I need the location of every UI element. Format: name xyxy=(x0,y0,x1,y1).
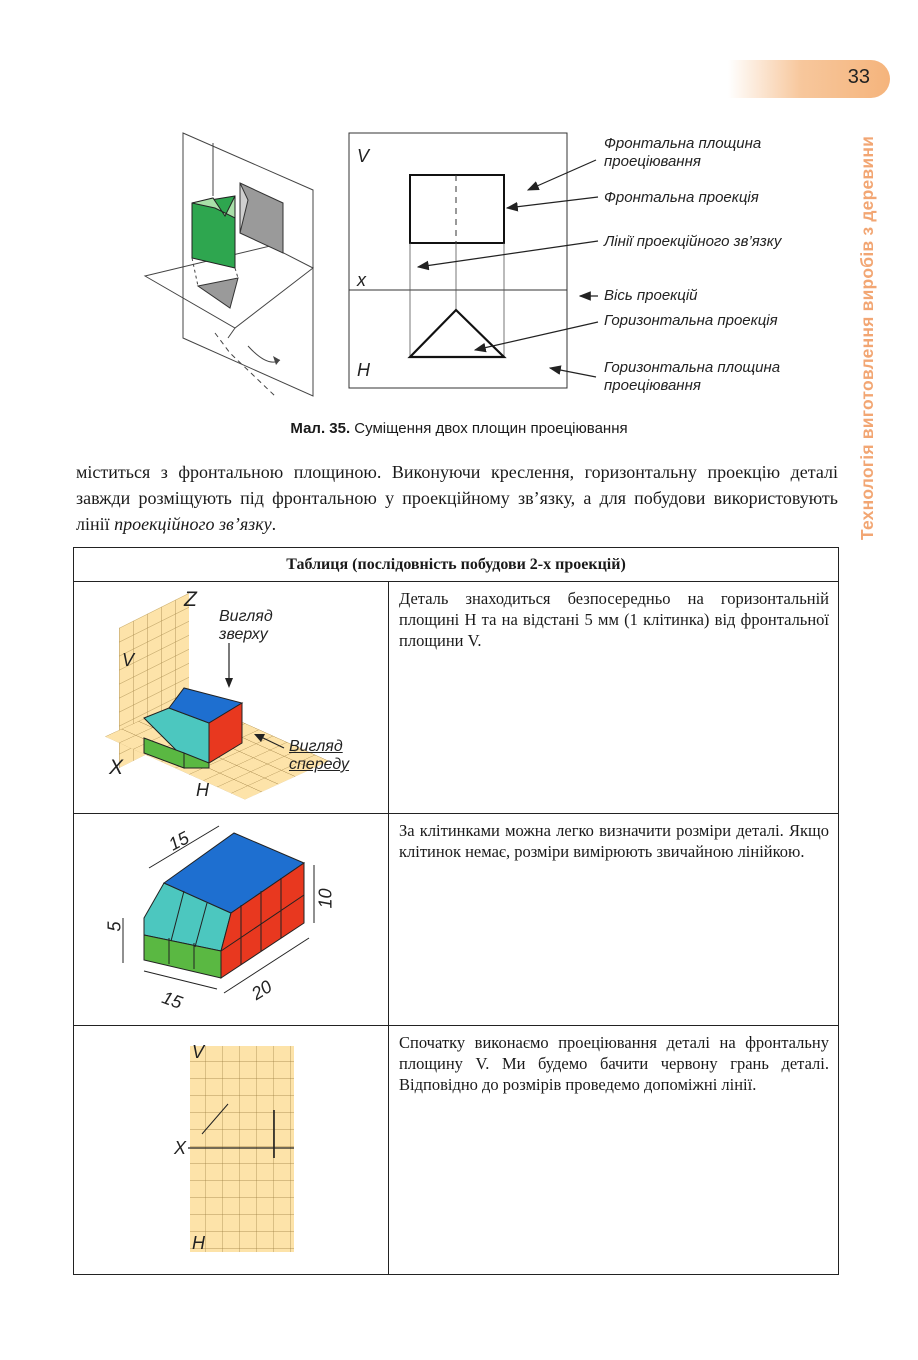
row3-axis-x: X xyxy=(174,1138,187,1158)
page-number-tab xyxy=(728,60,890,98)
table-row-3-text: Спочатку виконаємо проеціювання деталі на фронтальну площину V. Ми будемо бачити червону грань деталі. Відповідно до розмірів проведемо допоміжні лінії. xyxy=(399,1033,829,1094)
label-projection-axis: Вісь проекцій xyxy=(604,287,698,304)
isometric-planes-illustration xyxy=(130,128,330,408)
row1-axis-z: Z xyxy=(184,588,197,611)
table-row-divider xyxy=(74,1025,838,1026)
table-header: Таблиця (послідовність побудови 2-х проекцій) xyxy=(286,556,626,573)
caption-text: Суміщення двох площин проеціювання xyxy=(350,420,628,437)
label-front-view: Вигляд спереду xyxy=(289,738,349,773)
table-row-divider xyxy=(74,581,838,582)
page-number: 33 xyxy=(847,66,870,88)
label-top-view: Вигляд зверху xyxy=(219,608,273,643)
body-paragraph xyxy=(76,459,838,537)
side-section-title: Технологія виготовлення виробів з деревини xyxy=(857,135,877,541)
dimension-right-10: 10 xyxy=(315,888,336,909)
table-row-divider xyxy=(74,813,838,814)
table-row-2-text: За клітинками можна легко визначити розміри деталі. Якщо клітинок немає, розміри вимірюють звичайною лінійкою. xyxy=(399,821,829,861)
row3-axis-v: V xyxy=(192,1042,205,1062)
body-text-end: . xyxy=(271,514,277,534)
projection-grid-illustration xyxy=(188,1044,298,1258)
table-row-1-text: Деталь знаходиться безпосередньо на горизонтальній площині H та на відстані 5 мм (1 клітинка) від фронтальної площини V. xyxy=(399,589,829,650)
row3-axis-h: H xyxy=(192,1233,205,1253)
construction-table xyxy=(73,547,839,1275)
label-horizontal-projection: Горизонтальна проекція xyxy=(604,312,778,329)
label-connection-lines: Лінії проекційного зв’язку xyxy=(604,233,782,250)
body-text-italic: проекційного зв’язку xyxy=(114,514,272,534)
figure-caption xyxy=(0,420,918,437)
label-frontal-projection: Фронтальна проекція xyxy=(604,189,759,206)
label-frontal-plane: Фронтальна площина проеціювання xyxy=(604,135,762,170)
row1-axis-x: X xyxy=(109,756,124,779)
dimension-bottom-20: 20 xyxy=(247,976,276,1004)
callout-arrows xyxy=(400,150,610,390)
label-horizontal-plane: Горизонтальна площина проеціювання xyxy=(604,359,781,394)
dimension-top-15: 15 xyxy=(165,827,193,855)
axis-label-h: H xyxy=(357,360,370,380)
axis-label-x: x xyxy=(357,270,366,290)
axis-label-v: V xyxy=(357,146,370,166)
row1-axis-v: V xyxy=(122,650,135,670)
caption-number: Мал. 35. xyxy=(290,420,351,437)
body-text-part: міститься з фронтальною площиною. Виконуючи креслення, горизонтальну проекцію деталі завжди розміщують під фронтальною у проекційному зв’язку, а для побудови використовують лінії xyxy=(76,462,838,534)
part-with-dimensions-illustration xyxy=(109,823,369,1013)
dimension-left-5: 5 xyxy=(104,921,125,932)
table-column-divider xyxy=(388,581,389,1274)
row1-axis-h: H xyxy=(196,780,209,800)
dimension-bottom-15: 15 xyxy=(159,987,186,1013)
